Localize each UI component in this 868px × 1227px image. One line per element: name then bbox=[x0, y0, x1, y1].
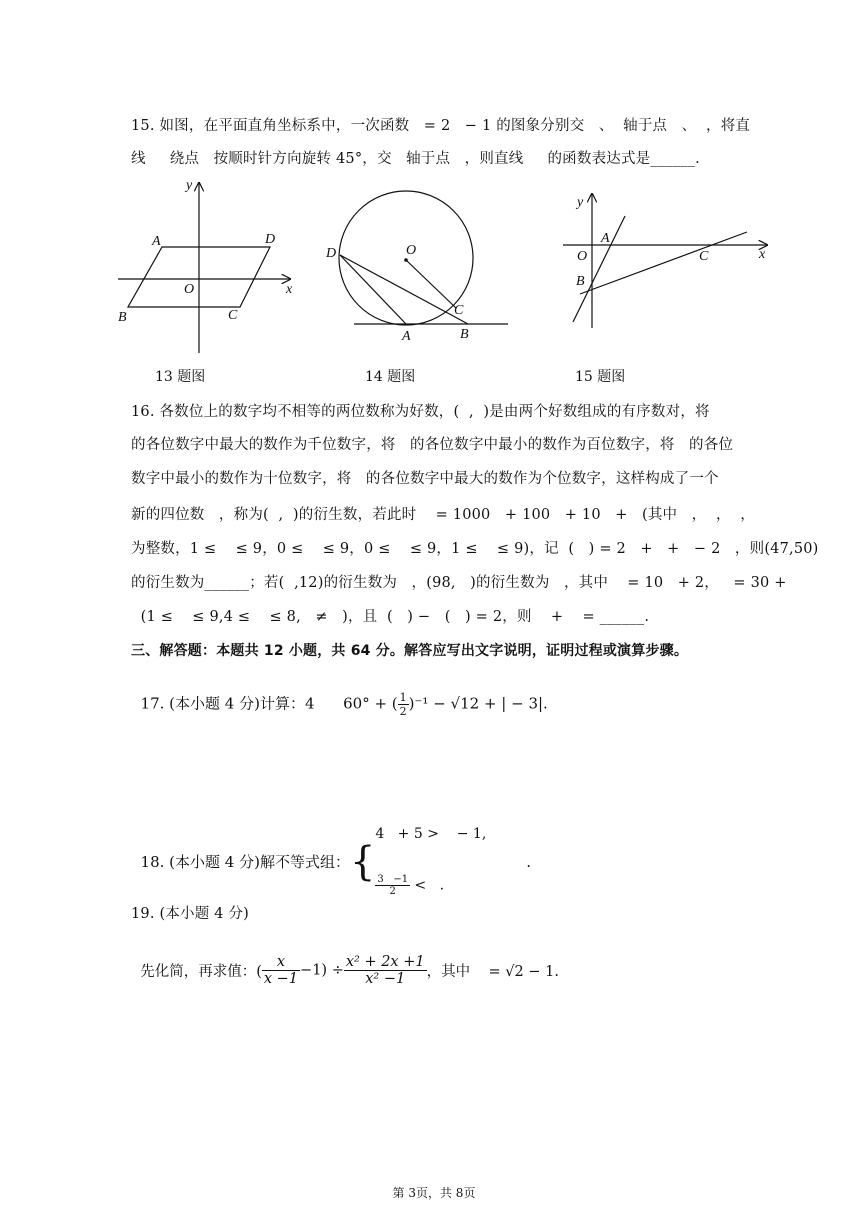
q18-row-2-den: 2 bbox=[389, 886, 396, 897]
label-o: O bbox=[184, 282, 195, 297]
q16-line-4: 新的四位数 ，称为( , )的衍生数，若此时 = 1000 + 100 + 10 + (其中 ， ， ， bbox=[131, 507, 756, 523]
q16-line-6: 的衍生数为______；若( ,12)的衍生数为 ，(98, )的衍生数为 ，其中 = 10 + 2， = 30 + bbox=[131, 575, 787, 591]
q16-line-1: 16. 各数位上的数字均不相等的两位数称为好数，( , )是由两个好数组成的有序数对，将 bbox=[131, 404, 710, 420]
label-x: x bbox=[286, 282, 293, 297]
q18-row-1: 4 + 5 > − 1, bbox=[375, 826, 487, 842]
q17 bbox=[131, 673, 548, 718]
label-d: D bbox=[265, 232, 276, 247]
segment-da bbox=[340, 255, 406, 324]
q19-frac-1-den: x −1 bbox=[263, 971, 299, 987]
line-ab bbox=[573, 216, 625, 322]
q16-line-7: (1 ≤ ≤ 9,4 ≤ ≤ 8, ≠ )，且 ( ) − ( ) = 2，则 + = ______. bbox=[131, 609, 650, 625]
label-c: C bbox=[228, 308, 238, 323]
q16-line-5: 为整数，1 ≤ ≤ 9，0 ≤ ≤ 9，0 ≤ ≤ 9，1 ≤ ≤ 9)，记 ( ) = 2 + + − 2 ，则(47,50) bbox=[131, 541, 819, 557]
q17-suffix: )⁻¹ − √12 + | − 3|. bbox=[408, 694, 548, 713]
label-o: O bbox=[577, 249, 588, 264]
segment-oc bbox=[406, 260, 456, 308]
label-o: O bbox=[406, 243, 417, 258]
q15-line-1: 15. 如图，在平面直角坐标系中，一次函数 = 2 − 1 的图象分别交 、 轴于点 、 ，将直 bbox=[131, 118, 751, 134]
q17-frac-den: 2 bbox=[399, 705, 407, 718]
q19-mid: −1) ÷ bbox=[300, 962, 344, 979]
label-y: y bbox=[577, 195, 584, 210]
q18-row-2-tail: < . bbox=[414, 877, 445, 894]
label-d: D bbox=[326, 246, 337, 261]
label-b: B bbox=[576, 274, 585, 289]
figure-15 bbox=[555, 190, 785, 340]
q19-frac-1-num: x bbox=[262, 954, 300, 971]
q18-end: . bbox=[526, 852, 532, 871]
q17-frac-num: 1 bbox=[399, 691, 407, 704]
label-b: B bbox=[118, 310, 127, 325]
q19-prefix: 先化简，再求值：( bbox=[140, 964, 262, 980]
caption-15: 15 题图 bbox=[575, 369, 626, 385]
q15-line-2: 线 绕点 按顺时针方向旋转 45°，交 轴于点 ，则直线 的函数表达式是______. bbox=[131, 151, 700, 167]
label-c: C bbox=[699, 249, 709, 264]
caption-13: 13 题图 bbox=[155, 369, 206, 385]
label-a: A bbox=[402, 329, 411, 344]
q19-suffix: ，其中 = √2 − 1. bbox=[426, 964, 559, 980]
q16-line-2: 的各位数字中最大的数作为千位数字，将 的各位数字中最小的数作为百位数字，将 的各位 bbox=[131, 437, 734, 453]
page-footer: 第 3页，共 8页 bbox=[392, 1186, 476, 1200]
label-a: A bbox=[152, 234, 161, 249]
q18-prefix: 18. (本小题 4 分)解不等式组： bbox=[140, 853, 350, 871]
caption-14: 14 题图 bbox=[365, 369, 416, 385]
q18-row-2-num: 3 −1 bbox=[377, 874, 409, 885]
label-b: B bbox=[460, 327, 469, 342]
label-a: A bbox=[601, 231, 610, 246]
q19-expression bbox=[131, 938, 559, 987]
segment-db bbox=[340, 255, 468, 324]
q19-title: 19. (本小题 4 分) bbox=[131, 906, 250, 922]
q16-line-3: 数字中最小的数作为十位数字，将 的各位数字中最大的数作为个位数字，这样构成了一个 bbox=[131, 471, 719, 487]
section-3-heading: 三、解答题：本题共 12 小题，共 64 分。解答应写出文字说明，证明过程或演算步骤。 bbox=[131, 643, 689, 659]
label-x: x bbox=[759, 247, 766, 262]
figure-13 bbox=[110, 175, 300, 360]
q17-prefix: 17. (本小题 4 分)计算：4 60° + ( bbox=[140, 694, 398, 713]
q19-frac-2-den: x² −1 bbox=[365, 971, 406, 987]
figure-14 bbox=[320, 180, 520, 345]
label-y: y bbox=[186, 178, 193, 193]
q19-frac-2-num: x² + 2x +1 bbox=[345, 954, 425, 970]
brace-icon: { bbox=[349, 838, 376, 885]
label-c: C bbox=[454, 303, 464, 318]
